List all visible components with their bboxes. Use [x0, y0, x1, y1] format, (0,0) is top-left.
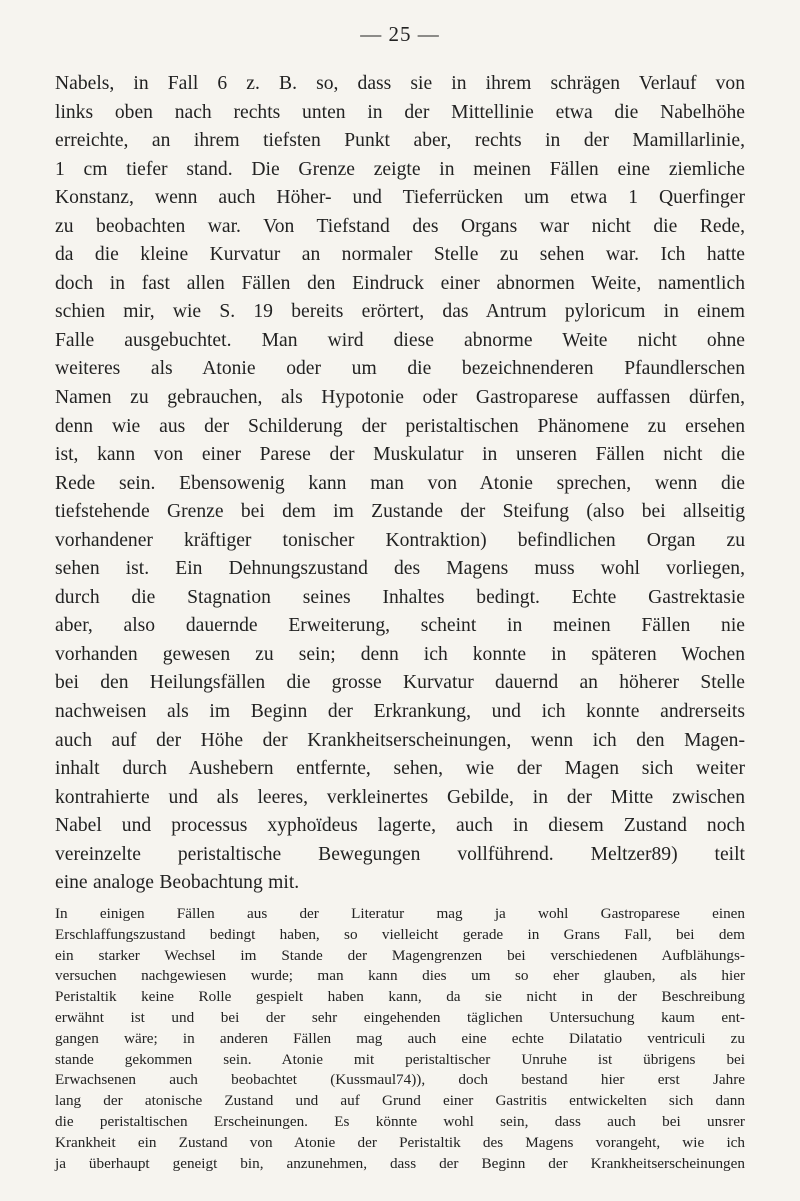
text-line: gangen wäre; in anderen Fällen mag auch eine echte Dilatatio ventriculi zu [55, 1029, 745, 1047]
text-line: vereinzelte peristaltische Bewegungen vollführend. Meltzer89) teilt [55, 843, 745, 865]
text-line: stande gekommen sein. Atonie mit peristaltischer Unruhe ist übrigens bei [55, 1050, 745, 1068]
text-line: Peristaltik keine Rolle gespielt haben kann, da sie nicht in der Beschreibung [55, 988, 745, 1006]
main-text [55, 70, 745, 898]
page-number: — 25 — [360, 22, 440, 46]
text-line: auch auf der Höhe der Krankheitserscheinungen, wenn ich den Magen- [55, 729, 745, 751]
text-line: kontrahierte und als leeres, verkleinertes Gebilde, in der Mitte zwischen [55, 786, 745, 808]
text-line: lang der atonische Zustand und auf Grund einer Gastritis entwickelten sich dann [55, 1092, 745, 1110]
text-line: erreichte, an ihrem tiefsten Punkt aber, rechts in der Mamillarlinie, [55, 130, 745, 152]
text-line: nachweisen als im Beginn der Erkrankung, und ich konnte andrerseits [55, 701, 745, 723]
text-line: vorhanden gewesen zu sein; denn ich konnte in späteren Wochen [55, 643, 745, 665]
text-line: schien mir, wie S. 19 bereits erörtert, das Antrum pyloricum in einem [55, 301, 745, 323]
text-line: 1 cm tiefer stand. Die Grenze zeigte in meinen Fällen eine ziemliche [55, 158, 745, 180]
text-line: ja überhaupt geneigt bin, anzunehmen, dass der Beginn der Krankheitserscheinungen [55, 1154, 745, 1172]
text-line: doch in fast allen Fällen den Eindruck einer abnormen Weite, namentlich [55, 272, 745, 294]
text-line: In einigen Fällen aus der Literatur mag ja wohl Gastroparese einen [55, 905, 745, 922]
text-line: sehen ist. Ein Dehnungszustand des Magens muss wohl vorliegen, [55, 558, 745, 580]
text-line: zu beobachten war. Von Tiefstand des Organs war nicht die Rede, [55, 215, 745, 237]
text-line: tiefstehende Grenze bei dem im Zustande der Steifung (also bei allseitig [55, 501, 745, 523]
text-line: bei den Heilungsfällen die grosse Kurvatur dauernd an höherer Stelle [55, 672, 745, 694]
text-line: ein starker Wechsel im Stande der Magengrenzen bei verschiedenen Aufblähungs- [55, 946, 745, 964]
text-line: Nabel und processus xyphoïdeus lagerte, auch in diesem Zustand noch [55, 815, 745, 837]
text-line: Krankheit ein Zustand von Atonie der Peristaltik des Magens vorangeht, wie ich [55, 1133, 745, 1151]
text-line: eine analoge Beobachtung mit. [55, 872, 300, 894]
text-line: aber, also dauernde Erweiterung, scheint in meinen Fällen nie [55, 615, 745, 637]
text-line: Nabels, in Fall 6 z. B. so, dass sie in ihrem schrägen Verlauf von [55, 73, 745, 94]
text-line: da die kleine Kurvatur an normaler Stelle zu sehen war. Ich hatte [55, 244, 745, 266]
text-line: erwähnt ist und bei der sehr eingehenden täglichen Untersuchung kaum ent- [55, 1008, 745, 1026]
text-line: Erwachsenen auch beobachtet (Kussmaul74)), doch bestand hier erst Jahre [55, 1071, 745, 1089]
footnote-text [55, 904, 745, 1174]
text-line: Erschlaffungszustand bedingt haben, so vielleicht gerade in Grans Fall, bei dem [55, 925, 745, 943]
text-line: durch die Stagnation seines Inhaltes bedingt. Echte Gastrektasie [55, 586, 745, 608]
text-line: die peristaltischen Erscheinungen. Es könnte wohl sein, dass auch bei unsrer [55, 1112, 745, 1130]
text-line: Konstanz, wenn auch Höher- und Tieferrücken um etwa 1 Querfinger [55, 187, 745, 209]
text-line: denn wie aus der Schilderung der peristaltischen Phänomene zu ersehen [55, 415, 745, 437]
text-line: Falle ausgebuchtet. Man wird diese abnorme Weite nicht ohne [55, 329, 745, 351]
text-line: vorhandener kräftiger tonischer Kontraktion) befindlichen Organ zu [55, 529, 745, 551]
text-line: Namen zu gebrauchen, als Hypotonie oder Gastroparese auffassen dürfen, [55, 387, 745, 409]
text-line: versuchen nachgewiesen wurde; man kann dies um so eher glauben, als hier [55, 967, 745, 985]
text-line: Rede sein. Ebensowenig kann man von Atonie sprechen, wenn die [55, 472, 745, 494]
text-line: ist, kann von einer Parese der Muskulatur in unseren Fällen nicht die [55, 444, 745, 466]
text-line: weiteres als Atonie oder um die bezeichnenderen Pfaundlerschen [55, 358, 745, 380]
text-line: links oben nach rechts unten in der Mittellinie etwa die Nabelhöhe [55, 101, 745, 123]
text-line: inhalt durch Aushebern entfernte, sehen, wie der Magen sich weiter [55, 758, 745, 780]
